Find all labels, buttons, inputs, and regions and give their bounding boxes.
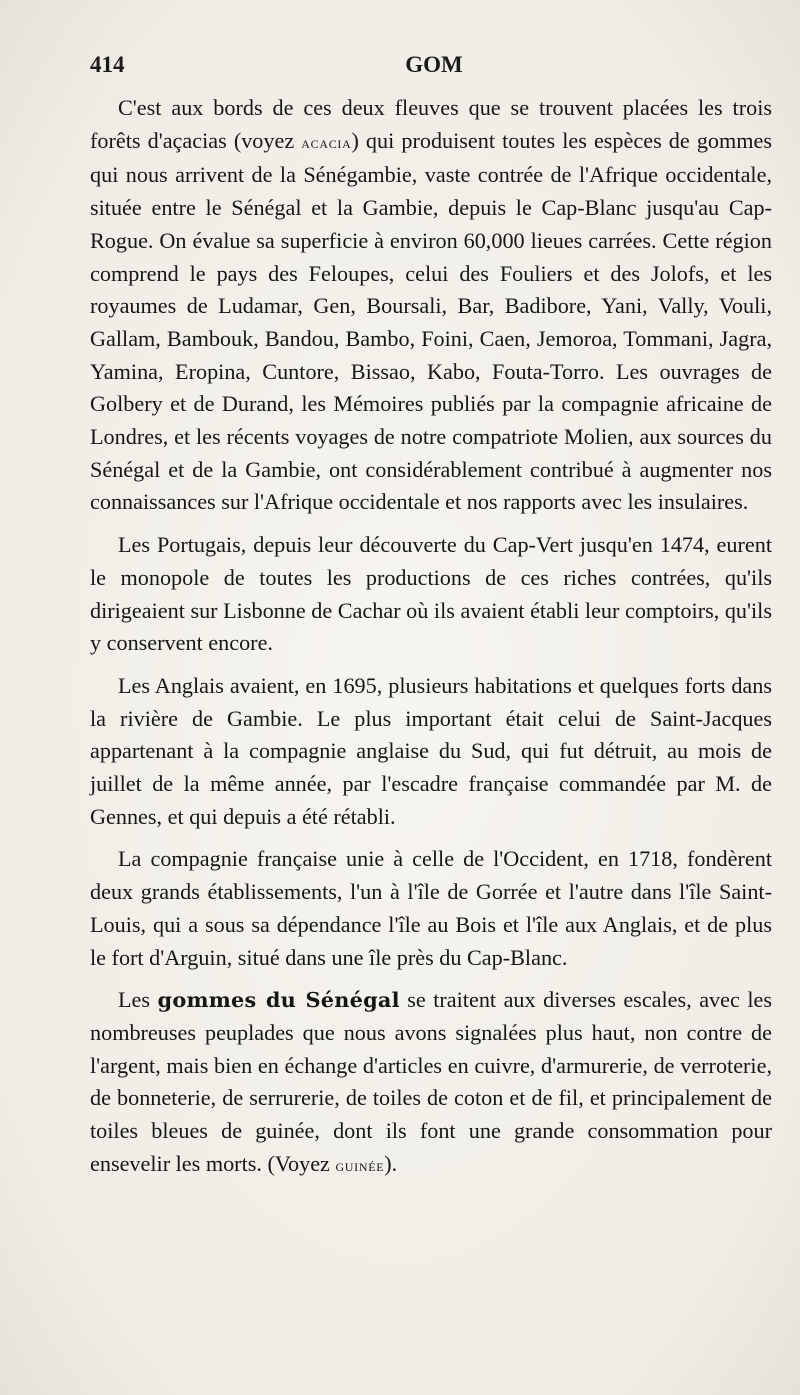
paragraph-1-text-start: C'est aux bords de ces deux fleuves que se trouvent placées les trois forêts d'açacias (voyez [90,95,772,153]
page-header [90,52,770,86]
paragraph-2: Les Portugais, depuis leur découverte du Cap-Vert jusqu'en 1474, eurent le monopole de toutes les productions de ces riches contrées, qu'ils dirigeaient sur Lisbonne de Cachar où ils avaient établi leur comptoirs, qu'ils y conservent encore. [90,532,772,656]
paragraph-5-text-start: Les [118,987,158,1013]
running-head: GOM [405,52,463,77]
body-text [90,92,772,1183]
page-number: 414 [90,52,125,77]
paragraph-1-text-end: ) qui produisent toutes les espèces de gommes qui nous arrivent de la Sénégambie, vaste contrée de l'Afrique occidentale, située entre le Sénégal et la Gambie, depuis le Cap-Blanc jusqu'au Cap-Rogue. On évalue sa superficie à environ 60,000 lieues carrées. Cette région comprend le pays des Feloupes, celui des Fouliers et des Jolofs, et les royaumes de Ludamar, Gen, Boursali, Bar, Badibore, Yani, Vally, Vouli, Gallam, Bambouk, Bandou, Bambo, Foini, Caen, Jemoroa, Tommani, Jagra, Yamina, Eropina, Cuntore, Bissao, Kabo, Fouta-Torro. Les ouvrages de Golbery et de Durand, les Mémoires publiés par la compagnie africaine de Londres, et les récents voyages de notre compatriote Molien, aux sources du Sénégal et de la Gambie, ont considérablement contribué à augmenter nos connaissances sur l'Afrique occidentale et nos rapports avec les insulaires. [90,127,773,515]
emphasis-gommes-du-senegal: gommes du Sénégal [157,987,400,1013]
paragraph-5-text-middle: se traitent aux diverses escales, avec les nombreuses peuplades que nous avons signalées plus haut, non contre de l'argent, mais bien en échange d'articles en cuivre, d'armurerie, de verroterie, de bonneterie, de serrurerie, de toiles de coton et de fil, et principalement de toiles bleues de guinée, dont ils font une grande consommation pour ensevelir les morts. (Voyez [90,987,772,1176]
paragraph-5-text-end: ). [384,1150,398,1176]
paragraph-4: La compagnie française unie à celle de l'Occident, en 1718, fondèrent deux grands établissements, l'un à l'île de Gorrée et l'autre dans l'île Saint-Louis, qui a sous sa dépendance l'île au Bois et l'île aux Anglais, et de plus le fort d'Arguin, situé dans une île près du Cap-Blanc. [90,846,772,970]
paragraph-3: Les Anglais avaient, en 1695, plusieurs habitations et quelques forts dans la rivière de Gambie. Le plus important était celui de Saint-Jacques appartenant à la compagnie anglaise du Sud, qui fut détruit, au mois de juillet de la même année, par l'escadre française commandée par M. de Gennes, et qui depuis a été rétabli. [90,672,772,829]
cross-reference-acacia: acacia [301,132,352,152]
paragraph-5 [90,984,772,1182]
cross-reference-guinee: guinée [335,1155,385,1175]
paragraph-1 [90,92,772,519]
